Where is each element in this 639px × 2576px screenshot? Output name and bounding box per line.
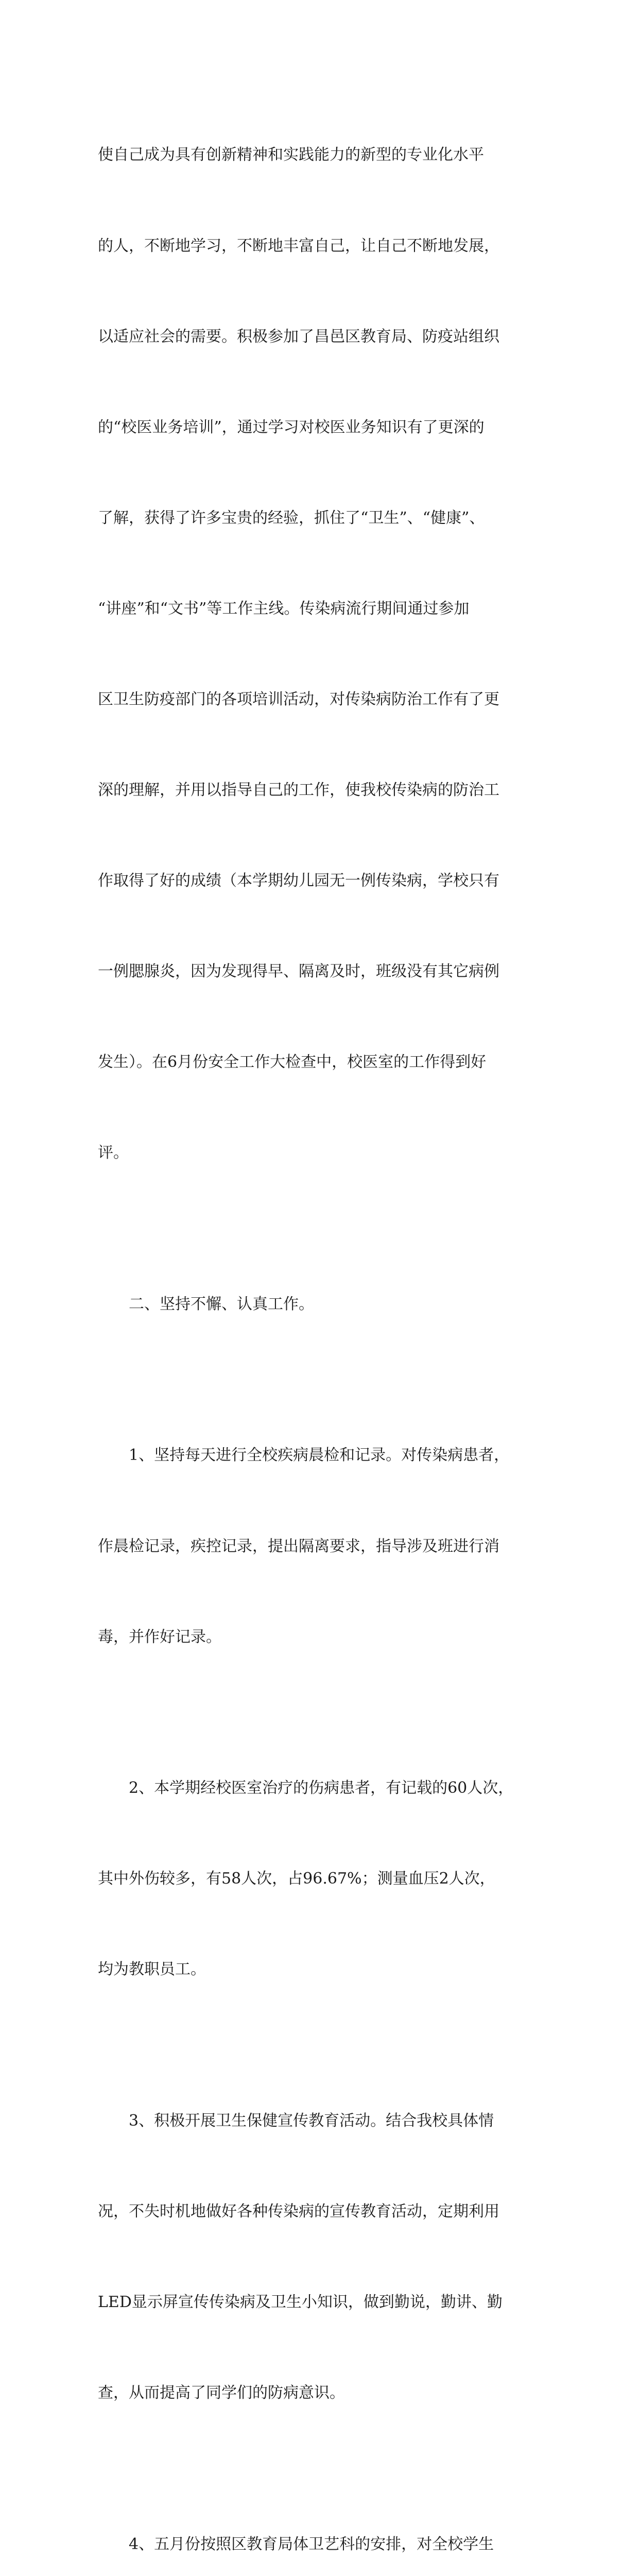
text-line: LED显示屏宣传传染病及卫生小知识，做到勤说，勤讲、勤	[98, 2293, 503, 2311]
text-line: 评。	[98, 1144, 129, 1162]
section-heading-text: 二、坚持不懈、认真工作。	[129, 1295, 314, 1313]
text-line: 毒，并作好记录。	[98, 1628, 221, 1646]
text-line: 2、本学期经校医室治疗的伤病患者，有记载的60人次，	[129, 1779, 514, 1798]
text-line: 深的理解，并用以指导自己的工作，使我校传染病的防治工	[98, 781, 499, 800]
text-line: 3、积极开展卫生保健宣传教育活动。结合我校具体情	[129, 2111, 494, 2130]
document-body	[98, 80, 544, 2576]
text-line: 作取得了好的成绩（本学期幼儿园无一例传染病，学校只有	[98, 872, 499, 890]
paragraph-1	[98, 80, 544, 1229]
paragraph-item-1	[98, 1380, 544, 1713]
text-line: 了解，获得了许多宝贵的经验，抓住了“卫生”、“健康”、	[98, 509, 485, 527]
text-line: 均为教职员工。	[98, 1960, 206, 1979]
text-line: 况，不失时机地做好各种传染病的宣传教育活动，定期利用	[98, 2202, 499, 2221]
text-line: “讲座”和“文书”等工作主线。传染病流行期间通过参加	[98, 599, 470, 618]
text-line: 以适应社会的需要。积极参加了昌邑区教育局、防疫站组织	[98, 327, 499, 346]
text-line: 使自己成为具有创新精神和实践能力的新型的专业化水平	[98, 146, 484, 164]
text-line: 4、五月份按照区教育局体卫艺科的安排，对全校学生	[129, 2535, 494, 2553]
text-line: 其中外伤较多，有58人次，占96.67%；测量血压2人次，	[98, 1870, 495, 1888]
text-line: 1、坚持每天进行全校疾病晨检和记录。对传染病患者，	[129, 1446, 510, 1465]
paragraph-item-4	[98, 2469, 544, 2576]
paragraph-item-3	[98, 2045, 544, 2469]
section-heading-2	[98, 1229, 544, 1381]
text-line: 的“校医业务培训”，通过学习对校医业务知识有了更深的	[98, 418, 485, 436]
text-line: 的人，不断地学习，不断地丰富自己，让自己不断地发展，	[98, 236, 499, 255]
text-line: 一例腮腺炎，因为发现得早、隔离及时，班级没有其它病例	[98, 962, 499, 981]
text-line: 作晨检记录，疾控记录，提出隔离要求，指导涉及班进行消	[98, 1537, 499, 1555]
text-line: 查，从而提高了同学们的防病意识。	[98, 2384, 345, 2402]
text-line: 发生）。在6月份安全工作大检查中，校医室的工作得到好	[98, 1053, 487, 1072]
text-line: 区卫生防疫部门的各项培训活动，对传染病防治工作有了更	[98, 690, 499, 708]
paragraph-item-2	[98, 1713, 544, 2046]
